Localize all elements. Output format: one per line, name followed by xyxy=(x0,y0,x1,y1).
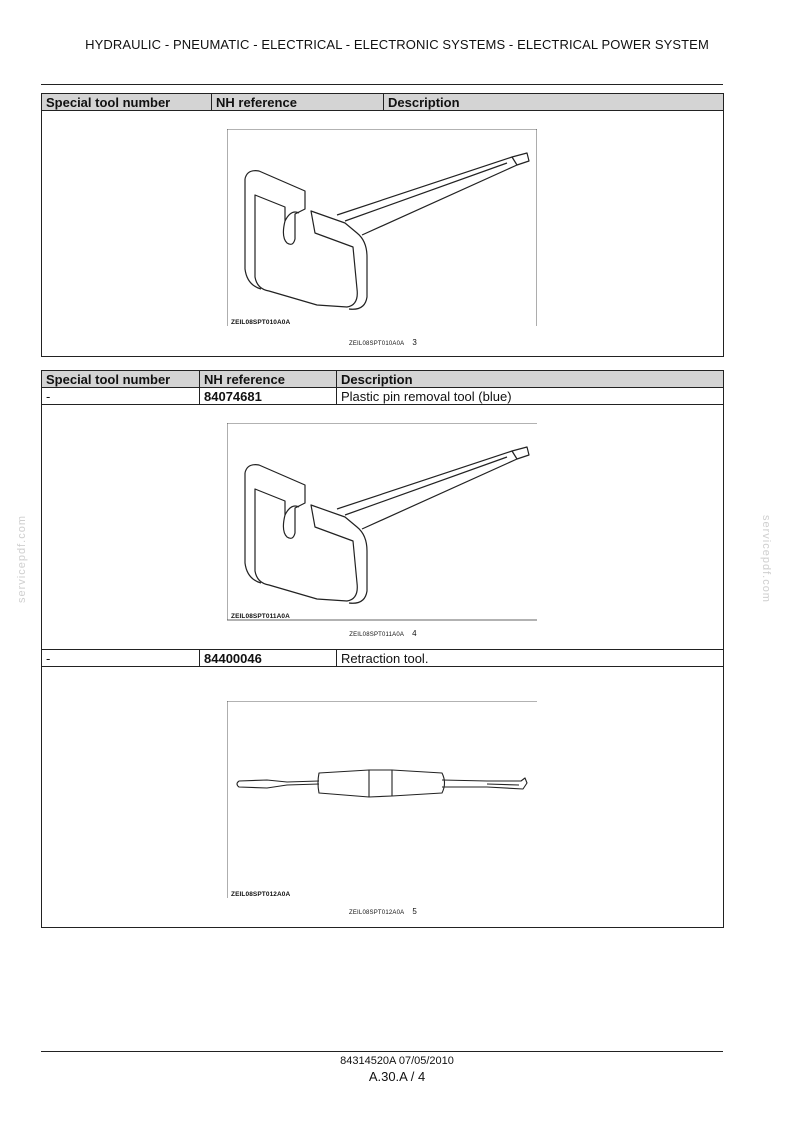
figure-caption-code: ZEIL08SPT012A0A xyxy=(348,910,405,916)
column-header-nh-reference: NH reference xyxy=(200,371,337,388)
figure-cell-3 xyxy=(42,111,724,357)
figure-5 xyxy=(227,701,537,901)
figure-cell-4 xyxy=(42,405,724,650)
description-cell: Plastic pin removal tool (blue) xyxy=(337,388,724,405)
tool-number-cell: - xyxy=(42,388,200,405)
retraction-tool-illustration-icon xyxy=(227,701,537,901)
figure-caption-4 xyxy=(42,626,724,643)
figure-caption-code: ZEIL08SPT011A0A xyxy=(349,632,405,638)
figure-caption-code: ZEIL08SPT010A0A xyxy=(348,341,405,347)
table-row xyxy=(42,650,724,667)
table-header-row xyxy=(42,371,724,388)
header-divider xyxy=(41,84,723,85)
column-header-description: Description xyxy=(337,371,724,388)
nh-reference-cell: 84400046 xyxy=(200,650,337,667)
footer-page-number: A.30.A / 4 xyxy=(368,1069,426,1084)
watermark-right: servicepdf.com xyxy=(760,515,772,603)
figure-number: 3 xyxy=(412,338,418,347)
figure-code: ZEIL08SPT011A0A xyxy=(231,613,290,620)
nh-reference-cell: 84074681 xyxy=(200,388,337,405)
figure-3 xyxy=(227,129,537,329)
table-row xyxy=(42,388,724,405)
table-header-row xyxy=(42,94,724,111)
pin-removal-tool-illustration-icon xyxy=(227,129,537,329)
figure-caption-3 xyxy=(42,335,724,352)
tool-number-cell: - xyxy=(42,650,200,667)
pin-removal-tool-illustration-icon xyxy=(227,423,537,623)
figure-code: ZEIL08SPT010A0A xyxy=(231,319,291,326)
special-tool-table-1 xyxy=(41,93,724,357)
figure-4 xyxy=(227,423,537,623)
footer-document-code: 84314520A 07/05/2010 xyxy=(340,1055,454,1067)
column-header-tool-number: Special tool number xyxy=(42,94,212,111)
figure-number: 5 xyxy=(412,907,418,916)
column-header-description: Description xyxy=(384,94,724,111)
column-header-tool-number: Special tool number xyxy=(42,371,200,388)
figure-number: 4 xyxy=(412,629,417,638)
figure-cell-5 xyxy=(42,667,724,928)
figure-caption-5 xyxy=(42,904,724,921)
column-header-nh-reference: NH reference xyxy=(212,94,384,111)
page-header-title: HYDRAULIC - PNEUMATIC - ELECTRICAL - ELECTRONIC SYSTEMS - ELECTRICAL POWER SYSTEM xyxy=(85,37,709,52)
footer-divider xyxy=(41,1051,723,1052)
description-cell: Retraction tool. xyxy=(337,650,724,667)
figure-code: ZEIL08SPT012A0A xyxy=(231,891,291,898)
special-tool-table-2 xyxy=(41,370,724,928)
watermark-left: servicepdf.com xyxy=(16,515,28,603)
